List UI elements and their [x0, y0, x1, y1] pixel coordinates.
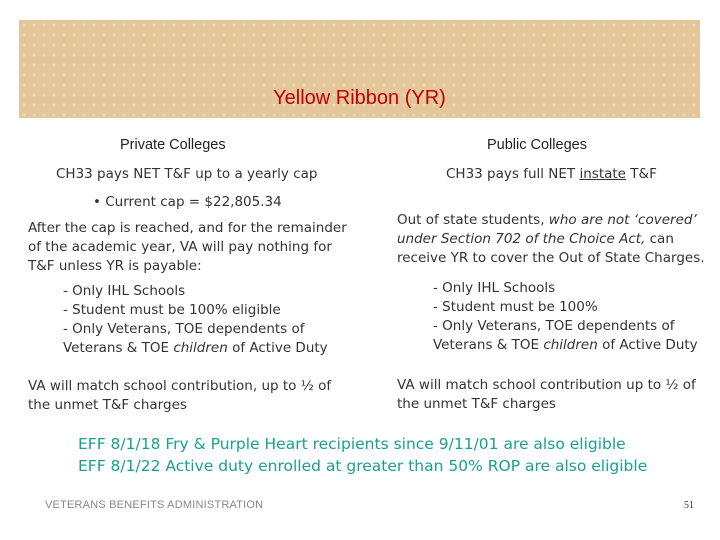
private-colleges-heading: Private Colleges — [120, 137, 226, 153]
list-item — [433, 336, 698, 355]
list-item: - Student must be 100% — [433, 299, 598, 315]
text-line — [397, 211, 705, 230]
list-item — [63, 339, 328, 358]
emphasis: who are not ‘covered’ — [548, 212, 697, 228]
page-number: 51 — [684, 500, 694, 511]
private-match-text — [28, 377, 331, 415]
title-banner — [19, 20, 700, 118]
public-match-text — [397, 376, 696, 414]
text-line: VA will match school contribution up to ½ of — [397, 377, 696, 393]
text-line: After the cap is reached, and for the remainder — [28, 220, 347, 236]
text-run: of Active Duty — [227, 340, 328, 356]
list-item: - Only Veterans, TOE dependents of — [63, 321, 305, 337]
text-line — [397, 230, 705, 249]
text-run: can — [645, 231, 674, 247]
text-line: of the academic year, VA will pay nothing for — [28, 239, 332, 255]
list-item: - Only Veterans, TOE dependents of — [433, 318, 675, 334]
private-cap-line: CH33 pays NET T&F up to a yearly cap — [56, 166, 318, 182]
effective-dates — [78, 433, 647, 477]
text-line: the unmet T&F charges — [28, 397, 187, 413]
text-line: receive YR to cover the Out of State Charges. — [397, 250, 705, 266]
current-cap-bullet: • Current cap = $22,805.34 — [93, 194, 282, 210]
list-item: - Only IHL Schools — [63, 283, 186, 299]
underlined-text: instate — [579, 166, 626, 182]
emphasis: children — [173, 340, 228, 356]
text-line: the unmet T&F charges — [397, 396, 556, 412]
text-run: of Active Duty — [597, 337, 698, 353]
public-out-of-state — [397, 211, 705, 268]
private-after-cap — [28, 219, 347, 276]
text-run: Out of state students, — [397, 212, 549, 228]
text-line: VA will match school contribution, up to ½ of — [28, 378, 332, 394]
text-run: CH33 pays full NET — [446, 166, 580, 182]
eff-line: EFF 8/1/18 Fry & Purple Heart recipients since 9/11/01 are also eligible — [78, 435, 626, 453]
list-item: - Only IHL Schools — [433, 280, 556, 296]
list-item: - Student must be 100% eligible — [63, 302, 281, 318]
public-colleges-heading: Public Colleges — [487, 137, 587, 153]
slide-title: Yellow Ribbon (YR) — [273, 87, 446, 109]
public-instate-line — [446, 165, 657, 184]
emphasis: children — [543, 337, 598, 353]
text-run: Veterans & TOE — [433, 337, 544, 353]
emphasis: under Section 702 of the Choice Act, — [397, 231, 646, 247]
text-line: T&F unless YR is payable: — [28, 258, 202, 274]
public-requirements-list — [433, 279, 698, 355]
text-run: T&F — [626, 166, 657, 182]
private-requirements-list — [63, 282, 328, 358]
footer-text: VETERANS BENEFITS ADMINISTRATION — [45, 499, 264, 511]
text-run: Veterans & TOE — [63, 340, 174, 356]
eff-line: EFF 8/1/22 Active duty enrolled at greater than 50% ROP are also eligible — [78, 457, 648, 475]
